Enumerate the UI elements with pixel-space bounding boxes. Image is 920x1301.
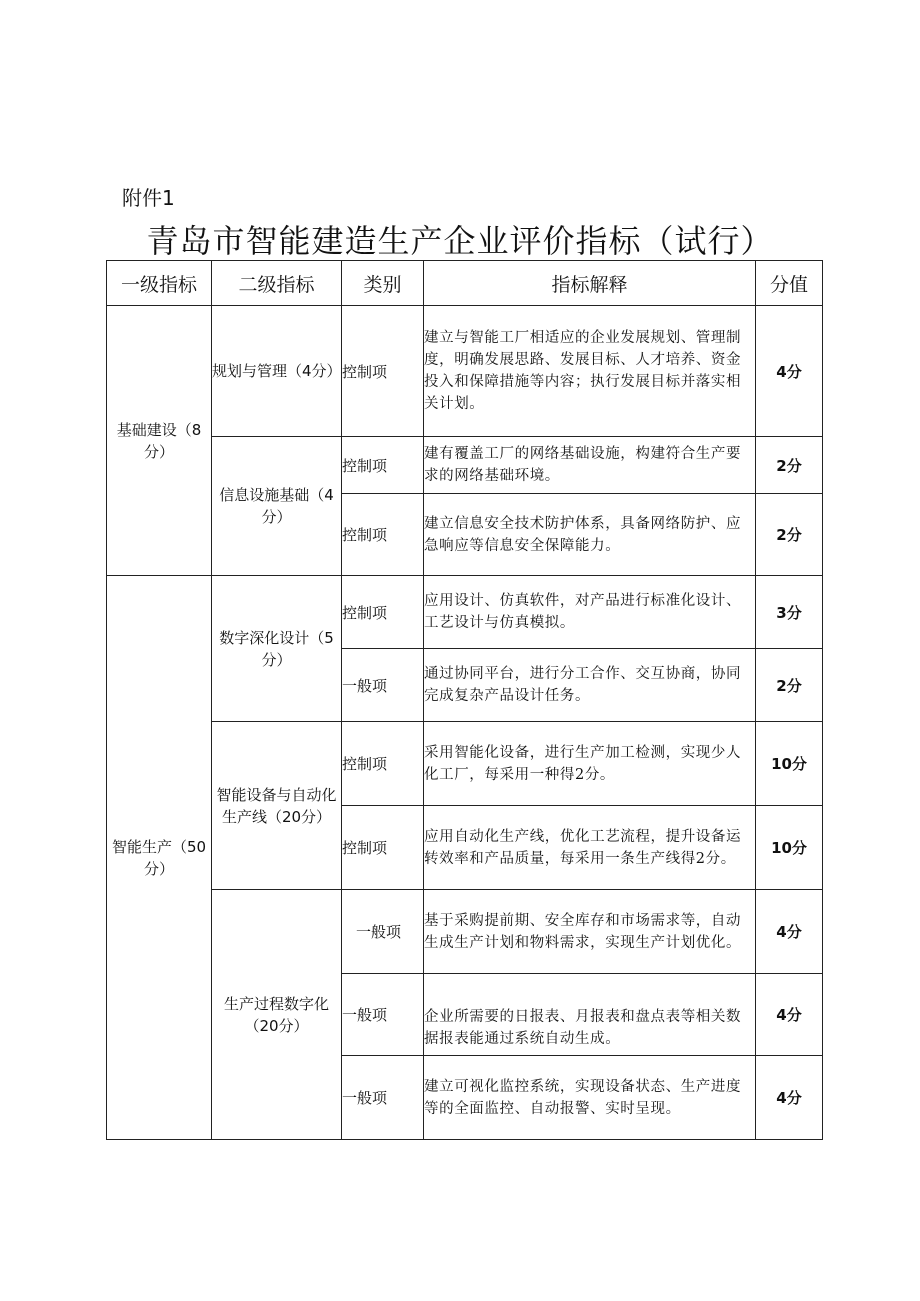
score-cell: 4分 [756, 1056, 823, 1140]
category-cell: 一般项 [342, 890, 424, 974]
table-row [107, 306, 823, 437]
score-cell: 4分 [756, 306, 823, 437]
category-cell: 一般项 [342, 1056, 424, 1140]
score-cell: 2分 [756, 437, 823, 494]
header-explanation: 指标解释 [424, 261, 756, 306]
level2-equipment: 智能设备与自动化生产线（20分） [212, 722, 342, 890]
category-cell: 控制项 [342, 306, 424, 437]
header-level1: 一级指标 [107, 261, 212, 306]
explanation-cell: 建立信息安全技术防护体系，具备网络防护、应急响应等信息安全保障能力。 [424, 494, 756, 576]
category-cell: 控制项 [342, 576, 424, 649]
level2-info: 信息设施基础（4分） [212, 437, 342, 576]
explanation-cell: 基于采购提前期、安全库存和市场需求等，自动生成生产计划和物料需求，实现生产计划优化。 [424, 890, 756, 974]
category-cell: 控制项 [342, 806, 424, 890]
score-cell: 3分 [756, 576, 823, 649]
table-row [107, 437, 823, 494]
level1-basic: 基础建设（8分） [107, 306, 212, 576]
score-cell: 2分 [756, 649, 823, 722]
score-cell: 4分 [756, 890, 823, 974]
explanation-cell: 采用智能化设备，进行生产加工检测，实现少人化工厂，每采用一种得2分。 [424, 722, 756, 806]
level2-design: 数字深化设计（5分） [212, 576, 342, 722]
attachment-label: 附件1 [122, 186, 175, 210]
level2-planning: 规划与管理（4分） [212, 306, 342, 437]
category-cell: 一般项 [342, 974, 424, 1056]
explanation-cell: 建有覆盖工厂的网络基础设施，构建符合生产要求的网络基础环境。 [424, 437, 756, 494]
header-category: 类别 [342, 261, 424, 306]
category-cell: 控制项 [342, 437, 424, 494]
category-cell: 控制项 [342, 722, 424, 806]
level2-process: 生产过程数字化（20分） [212, 890, 342, 1140]
explanation-cell: 建立与智能工厂相适应的企业发展规划、管理制度，明确发展思路、发展目标、人才培养、资金投入和保障措施等内容；执行发展目标并落实相关计划。 [424, 306, 756, 437]
explanation-cell: 应用自动化生产线，优化工艺流程，提升设备运转效率和产品质量，每采用一条生产线得2分。 [424, 806, 756, 890]
explanation-cell: 企业所需要的日报表、月报表和盘点表等相关数据报表能通过系统自动生成。 [424, 974, 756, 1056]
header-level2: 二级指标 [212, 261, 342, 306]
header-score: 分值 [756, 261, 823, 306]
explanation-cell: 通过协同平台，进行分工合作、交互协商，协同完成复杂产品设计任务。 [424, 649, 756, 722]
score-cell: 10分 [756, 722, 823, 806]
score-cell: 10分 [756, 806, 823, 890]
level1-smart: 智能生产（50分） [107, 576, 212, 1140]
table-row [107, 576, 823, 649]
category-cell: 控制项 [342, 494, 424, 576]
document-title: 青岛市智能建造生产企业评价指标（试行） [146, 222, 774, 260]
table-header-row [107, 261, 823, 306]
evaluation-table [106, 260, 823, 1140]
score-cell: 2分 [756, 494, 823, 576]
table-row [107, 890, 823, 974]
explanation-cell: 应用设计、仿真软件，对产品进行标准化设计、工艺设计与仿真模拟。 [424, 576, 756, 649]
explanation-cell: 建立可视化监控系统，实现设备状态、生产进度等的全面监控、自动报警、实时呈现。 [424, 1056, 756, 1140]
category-cell: 一般项 [342, 649, 424, 722]
table-row [107, 722, 823, 806]
score-cell: 4分 [756, 974, 823, 1056]
